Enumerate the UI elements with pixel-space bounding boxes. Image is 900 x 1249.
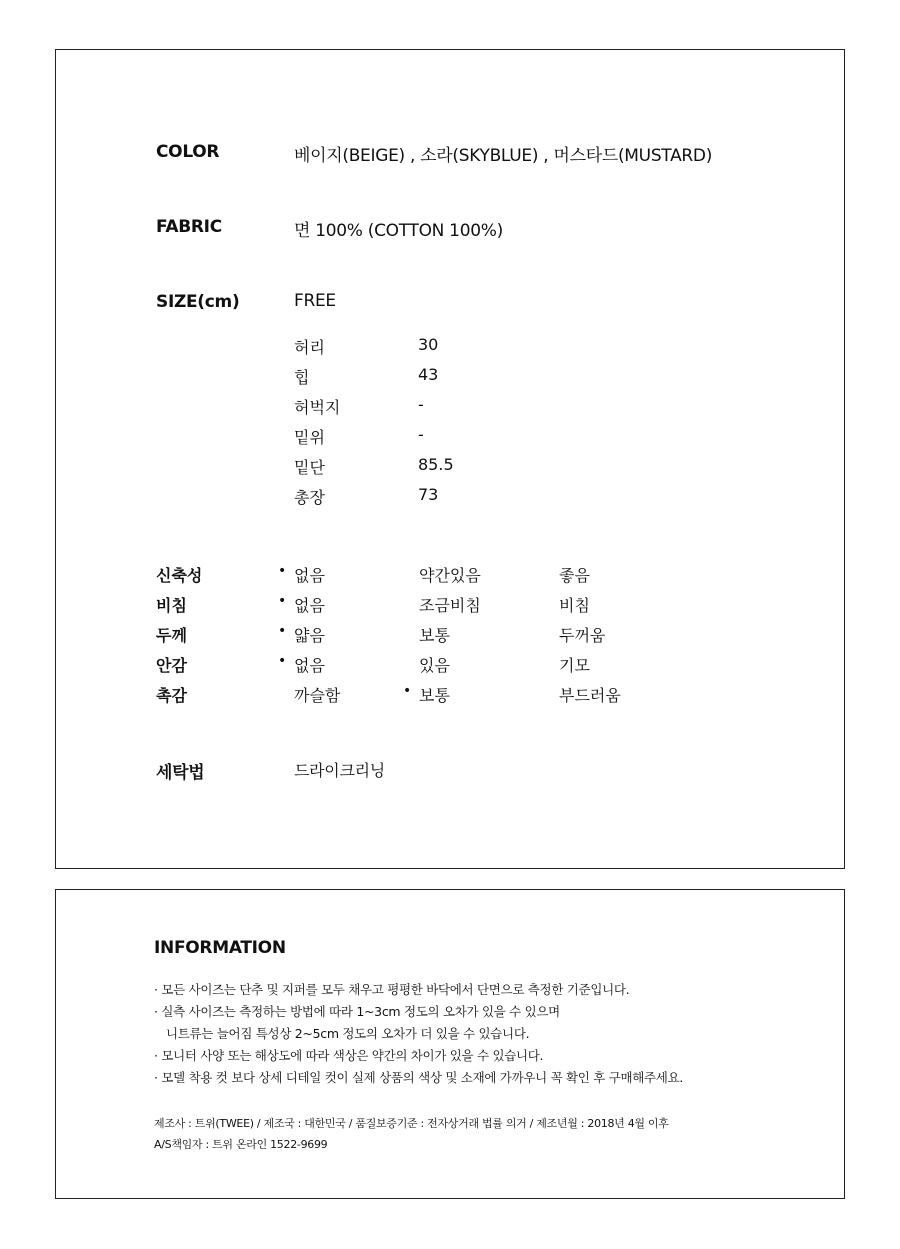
selected-bullet-icon: • — [278, 563, 287, 579]
color-label: COLOR — [156, 142, 220, 162]
info-line: · 모니터 사양 또는 해상도에 따라 색상은 약간의 차이가 있을 수 있습니다. — [154, 1048, 544, 1063]
attribute-option-label: 보통 — [419, 626, 450, 645]
attribute-option-label: 부드러움 — [559, 686, 621, 705]
attribute-option — [559, 653, 590, 676]
attribute-option-label: 얇음 — [294, 626, 325, 645]
attribute-option — [559, 593, 590, 616]
info-line: · 모델 착용 컷 보다 상세 디테일 컷이 실제 상품의 색상 및 소재에 가까우니 꼭 확인 후 구매해주세요. — [154, 1070, 684, 1085]
selected-bullet-icon: • — [278, 653, 287, 669]
measurement-name: 밑단 — [294, 458, 325, 477]
attribute-option-label: 있음 — [419, 656, 450, 675]
fabric-value: 면 100% (COTTON 100%) — [294, 221, 503, 241]
measurement-name: 총장 — [294, 488, 325, 507]
attribute-option-label: 보통 — [419, 686, 450, 705]
attribute-name: 안감 — [156, 656, 187, 675]
attribute-option — [403, 683, 450, 706]
information-title: INFORMATION — [154, 938, 286, 958]
attribute-option-label: 없음 — [294, 656, 325, 675]
attribute-option-label: 좋음 — [559, 566, 590, 585]
attribute-option-label: 기모 — [559, 656, 590, 675]
measurement-name: 밑위 — [294, 428, 325, 447]
measurement-name: 허벅지 — [294, 398, 341, 417]
attribute-option — [278, 653, 325, 676]
attribute-option-label: 두꺼움 — [559, 626, 606, 645]
attribute-row — [156, 623, 756, 653]
measurement-name: 허리 — [294, 338, 325, 357]
attribute-name: 비침 — [156, 596, 187, 615]
attribute-row — [156, 563, 756, 593]
information-panel — [55, 889, 845, 1199]
attribute-option — [419, 593, 481, 616]
fabric-label: FABRIC — [156, 217, 222, 237]
attribute-name: 신축성 — [156, 566, 203, 585]
size-label: SIZE(cm) — [156, 292, 240, 312]
measurement-name: 힙 — [294, 368, 310, 387]
attribute-option — [278, 593, 325, 616]
attribute-name: 촉감 — [156, 686, 187, 705]
selected-bullet-icon: • — [278, 593, 287, 609]
info-line: · 모든 사이즈는 단추 및 지퍼를 모두 채우고 평평한 바닥에서 단면으로 측정한 기준입니다. — [154, 982, 630, 997]
attribute-row — [156, 683, 756, 713]
attribute-option-label: 약간있음 — [419, 566, 481, 585]
attribute-option — [278, 623, 325, 646]
attribute-option-label: 비침 — [559, 596, 590, 615]
measurement-value: 73 — [418, 485, 439, 504]
manufacturer-info: 제조사 : 트위(TWEE) / 제조국 : 대한민국 / 품질보증기준 : 전자상거래 법률 의거 / 제조년월 : 2018년 4월 이후 — [154, 1117, 669, 1130]
attribute-option — [559, 683, 621, 706]
color-value: 베이지(BEIGE) , 소라(SKYBLUE) , 머스타드(MUSTARD) — [294, 146, 713, 166]
attribute-option-label: 없음 — [294, 596, 325, 615]
attribute-option-label: 조금비침 — [419, 596, 481, 615]
as-contact-info: A/S책임자 : 트위 온라인 1522-9699 — [154, 1138, 328, 1151]
attribute-name: 두께 — [156, 626, 187, 645]
product-spec-panel — [55, 49, 845, 869]
attribute-option — [419, 623, 450, 646]
attribute-option — [419, 563, 481, 586]
attribute-option — [419, 653, 450, 676]
wash-value: 드라이크리닝 — [294, 761, 385, 780]
measurement-value: 43 — [418, 365, 439, 384]
measurement-value: 85.5 — [418, 455, 454, 474]
selected-bullet-icon: • — [278, 623, 287, 639]
info-line: · 실측 사이즈는 측정하는 방법에 따라 1~3cm 정도의 오차가 있을 수 있으며 — [154, 1004, 560, 1019]
attribute-option — [278, 563, 325, 586]
attribute-row — [156, 653, 756, 683]
attribute-option-label: 까슬함 — [294, 686, 341, 705]
attribute-option — [294, 683, 340, 706]
attribute-option-label: 없음 — [294, 566, 325, 585]
info-line: 니트류는 늘어짐 특성상 2~5cm 정도의 오차가 더 있을 수 있습니다. — [166, 1026, 530, 1041]
attribute-row — [156, 593, 756, 623]
size-value: FREE — [294, 291, 336, 311]
wash-label: 세탁법 — [156, 763, 205, 783]
measurement-value: 30 — [418, 335, 439, 354]
measurement-value: - — [418, 425, 424, 444]
attribute-option — [559, 563, 590, 586]
attribute-option — [559, 623, 605, 646]
selected-bullet-icon: • — [403, 683, 412, 699]
measurement-value: - — [418, 395, 424, 414]
